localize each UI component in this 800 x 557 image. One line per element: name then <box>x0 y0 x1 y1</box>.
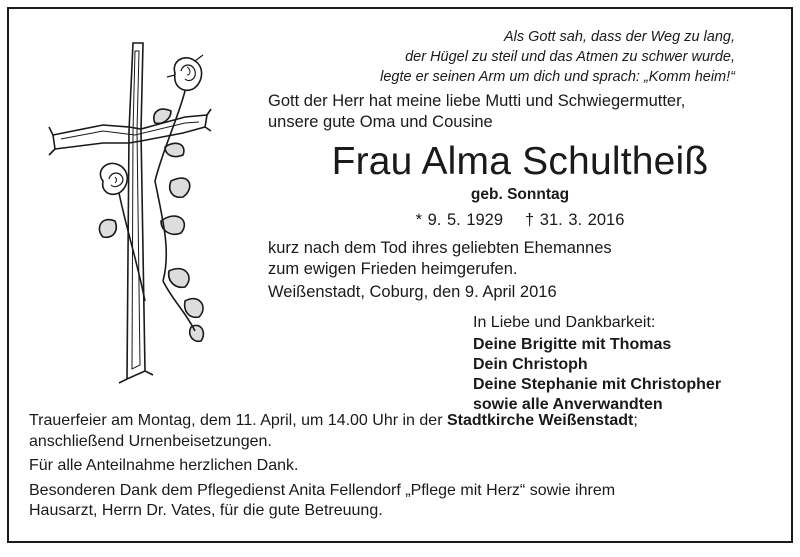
funeral-text: Trauerfeier am Montag, dem 11. April, um 14.00 Uhr in der <box>29 412 447 429</box>
place-date: Weißenstadt, Coburg, den 9. April 2016 <box>268 283 557 301</box>
poem-quote <box>275 27 735 87</box>
funeral-line-2: anschließend Urnenbeisetzungen. <box>29 432 272 450</box>
death-date: † 31. 3. 2016 <box>525 211 625 229</box>
intro-line: unsere gute Oma und Cousine <box>268 113 493 131</box>
general-thanks: Für alle Anteilnahme herzlichen Dank. <box>29 457 299 474</box>
poem-line: legte er seinen Arm um dich und sprach: „Komm heim!“ <box>380 69 735 85</box>
thanks-heading: In Liebe und Dankbarkeit: <box>473 314 656 331</box>
church-name: Stadtkirche Weißenstadt <box>446 412 634 429</box>
birth-date: * 9. 5. 1929 <box>415 211 504 229</box>
mourner-entry: sowie alle Anverwandten <box>473 396 663 413</box>
poem-line: Als Gott sah, dass der Weg zu lang, <box>503 29 735 45</box>
funeral-line <box>29 411 774 432</box>
passing-line: kurz nach dem Tod ihres geliebten Ehemannes <box>268 239 612 257</box>
mourners-list <box>473 335 721 415</box>
deceased-name: Frau Alma Schultheiß <box>331 140 709 183</box>
special-thanks-line-2: Hausarzt, Herrn Dr. Vates, für die gute Betreuung. <box>29 502 383 519</box>
passing-text <box>268 238 788 280</box>
cross-with-roses-illustration <box>45 31 215 391</box>
special-thanks-line: Besonderen Dank dem Pflegedienst Anita Fellendorf „Pflege mit Herz“ sowie ihrem <box>29 481 616 499</box>
mourner-entry: Dein Christoph <box>473 356 588 373</box>
funeral-punct: ; <box>633 412 638 429</box>
obituary-notice <box>7 7 793 543</box>
mourner-entry: Deine Stephanie mit Christopher <box>473 376 722 393</box>
funeral-details <box>29 411 774 522</box>
passing-line: zum ewigen Frieden heimgerufen. <box>268 260 518 278</box>
mourner-entry: Deine Brigitte mit Thomas <box>473 336 672 353</box>
maiden-name: geb. Sonntag <box>470 186 570 203</box>
intro-line: Gott der Herr hat meine liebe Mutti und Schwiegermutter, <box>268 92 686 110</box>
intro-text <box>268 91 788 133</box>
poem-line: der Hügel zu steil und das Atmen zu schwer wurde, <box>405 49 735 65</box>
life-dates <box>269 209 771 231</box>
